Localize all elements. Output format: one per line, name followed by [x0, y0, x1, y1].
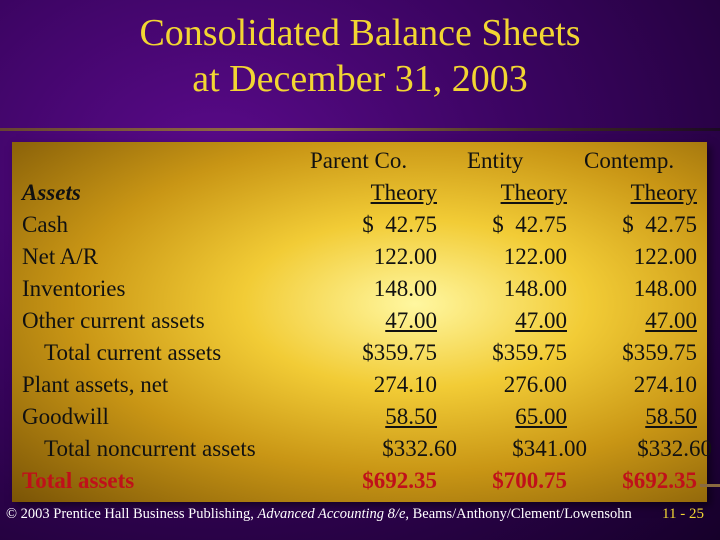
header-parent-co: Parent Co.: [310, 148, 408, 173]
footer-book-title: Advanced Accounting 8/e,: [257, 506, 410, 522]
value-parent: $692.35: [362, 468, 437, 493]
value-entity: $341.00: [512, 436, 587, 461]
value-parent: $359.75: [362, 340, 437, 365]
row-goodwill: [22, 404, 712, 436]
row-label: Plant assets, net: [22, 372, 169, 397]
footer-authors: Beams/Anthony/Clement/Lowensohn: [409, 506, 632, 522]
value-parent: $ 42.75: [362, 212, 437, 237]
value-contemp: $692.35: [622, 468, 697, 493]
value-parent: 148.00: [373, 276, 437, 301]
value-contemp: $359.75: [622, 340, 697, 365]
value-entity: 122.00: [503, 244, 567, 269]
value-contemp: $332.60: [637, 436, 712, 461]
column-header-row-2: [22, 180, 712, 212]
right-divider: [700, 484, 720, 487]
value-contemp: 47.00: [645, 308, 697, 333]
row-label: Net A/R: [22, 244, 99, 269]
value-contemp: 148.00: [633, 276, 697, 301]
header-theory-1: Theory: [370, 180, 437, 205]
value-contemp: 274.10: [633, 372, 697, 397]
row-total-assets: [22, 468, 712, 500]
title-line-2: at December 31, 2003: [192, 58, 528, 100]
row-cash: [22, 212, 712, 244]
row-label: Total noncurrent assets: [44, 436, 256, 461]
page-number: 11 - 25: [662, 506, 704, 522]
value-contemp: 122.00: [633, 244, 697, 269]
slide-footer: [6, 506, 716, 523]
row-net-ar: [22, 244, 712, 276]
header-theory-2: Theory: [500, 180, 567, 205]
header-theory-3: Theory: [630, 180, 697, 205]
slide-title: [0, 10, 720, 102]
row-label: Total current assets: [44, 340, 222, 365]
value-entity: $359.75: [492, 340, 567, 365]
value-entity: 47.00: [515, 308, 567, 333]
value-entity: 65.00: [515, 404, 567, 429]
value-contemp: $ 42.75: [622, 212, 697, 237]
value-contemp: 58.50: [645, 404, 697, 429]
value-parent: 47.00: [385, 308, 437, 333]
value-entity: 148.00: [503, 276, 567, 301]
header-contemp: Contemp.: [584, 148, 675, 173]
value-parent: $332.60: [382, 436, 457, 461]
row-label: Cash: [22, 212, 68, 237]
value-parent: 122.00: [373, 244, 437, 269]
column-header-row-1: [22, 148, 712, 180]
value-parent: 274.10: [373, 372, 437, 397]
value-entity: $700.75: [492, 468, 567, 493]
value-entity: 276.00: [503, 372, 567, 397]
row-total-current-assets: [22, 340, 712, 372]
value-parent: 58.50: [385, 404, 437, 429]
value-entity: $ 42.75: [492, 212, 567, 237]
header-entity: Entity: [467, 148, 524, 173]
row-total-noncurrent-assets: [22, 436, 712, 468]
title-line-1: Consolidated Balance Sheets: [139, 12, 581, 54]
title-divider: [0, 128, 720, 131]
assets-section-label: Assets: [22, 180, 81, 205]
row-other-current-assets: [22, 308, 712, 340]
row-inventories: [22, 276, 712, 308]
row-label: Inventories: [22, 276, 126, 301]
row-label: Other current assets: [22, 308, 205, 333]
row-label: Goodwill: [22, 404, 109, 429]
footer-copyright: © 2003 Prentice Hall Business Publishing,: [6, 506, 258, 522]
row-plant-assets: [22, 372, 712, 404]
row-label: Total assets: [22, 468, 135, 493]
